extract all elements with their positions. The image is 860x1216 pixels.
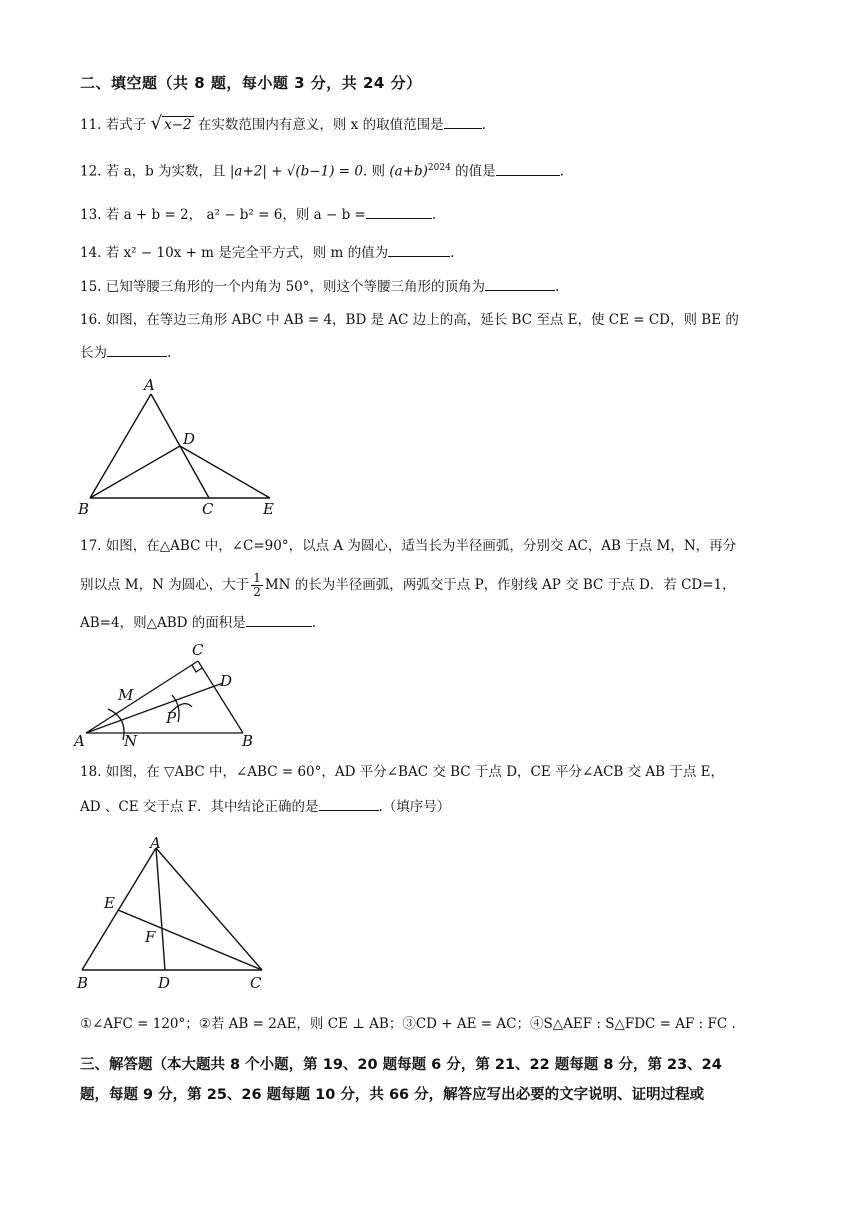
q18-label-a: A [150, 834, 161, 852]
q17-label-d: D [220, 672, 233, 690]
q15-text: 已知等腰三角形的一个内角为 50°，则这个等腰三角形的顶角为 [105, 279, 485, 295]
q15-answer-blank[interactable] [485, 276, 555, 291]
question-17-line3: AB=4，则△ABD 的面积是 . [80, 612, 785, 633]
q17-fraction: $\frac{1}{2}$ [253, 571, 261, 599]
q12-expression: |a+2| + √(b−1) = 0 [229, 163, 363, 180]
q17-edge-ac [86, 661, 198, 733]
q12-power-base: (a+b) [389, 163, 428, 180]
section-3-title-line1: 三、解答题（本大题共 8 个小题，第 19、20 题每题 6 分，第 21、22 题每题 8 分，第 23、24 [80, 1057, 722, 1073]
q11-post: 在实数范围内有意义，则 x 的取值范围是 [197, 117, 444, 133]
section-3-title-line2: 题，每题 9 分，第 25、26 题每题 10 分，共 66 分，解答应写出必要的文字说明、证明过程或 [80, 1087, 705, 1103]
q17-label-c: C [192, 641, 204, 659]
q18-edge-ac [156, 848, 262, 970]
q16-edge-de [180, 446, 270, 498]
q18-edge-ab [82, 848, 156, 970]
q16-line1: 如图，在等边三角形 ABC 中 AB = 4，BD 是 AC 边上的高，延长 BC 至点 E，使 CE = CD，则 BE 的 [105, 312, 739, 328]
q17-label-a: A [74, 732, 85, 750]
q18-label-c: C [250, 974, 262, 992]
q18-bisector-ad [156, 848, 165, 970]
q17-line1: 如图，在△ABC 中，∠C=90°，以点 A 为圆心，适当长为半径画弧，分别交 AC，AB 于点 M，N，再分 [105, 538, 737, 554]
q16-label-a: A [144, 376, 155, 394]
q18-label-d: D [158, 974, 171, 992]
question-18-options: ①∠AFC = 120°；②若 AB = 2AE，则 CE ⊥ AB；③CD + AE = AC；④S△AEF : S△FDC = AF : FC . [80, 1016, 736, 1032]
q16-number: 16. [80, 312, 102, 328]
q15-number: 15. [80, 279, 102, 295]
q13-number: 13. [80, 207, 102, 223]
question-11: 11. 若式子 √ x−2 在实数范围内有意义，则 x 的取值范围是 . [80, 113, 486, 134]
q12-pre: 若 a，b 为实数，且 [105, 163, 226, 180]
q17-ray-ad [86, 683, 223, 733]
q17-label-m: M [118, 686, 134, 704]
q18-number: 18. [80, 764, 102, 780]
q14-answer-blank[interactable] [388, 242, 450, 257]
q16-figure [72, 372, 292, 522]
q14-text: 若 x² − 10x + m 是完全平方式，则 m 的值为 [105, 245, 389, 261]
question-13: 13. 若 a + b = 2， a² − b² = 6，则 a − b = . [80, 204, 785, 225]
q11-radicand: x−2 [164, 117, 192, 133]
q17-label-p: P [166, 709, 177, 727]
q11-number: 11. [80, 117, 102, 133]
q18-label-f: F [145, 928, 156, 946]
q12-post: 的值是 [455, 163, 496, 180]
question-16 [80, 310, 785, 330]
q13-text1: 若 a + b = 2， [105, 207, 203, 223]
question-18-line2: AD 、CE 交于点 F．其中结论正确的是 .（填序号） [80, 796, 785, 817]
q18-answer-blank[interactable] [319, 796, 379, 811]
q16-label-c: C [202, 500, 214, 518]
question-15: 15. 已知等腰三角形的一个内角为 50°，则这个等腰三角形的顶角为 . [80, 276, 785, 297]
q13-answer-blank[interactable] [366, 204, 432, 219]
question-16-line2: 长为 . [80, 342, 785, 363]
q16-label-b: B [78, 500, 90, 518]
question-17 [80, 536, 785, 556]
question-14: 14. 若 x² − 10x + m 是完全平方式，则 m 的值为 . [80, 242, 785, 263]
q12-number: 12. [80, 163, 102, 180]
q17-label-b: B [242, 732, 254, 750]
question-18 [80, 762, 785, 782]
q14-number: 14. [80, 245, 102, 261]
q11-answer-blank[interactable] [444, 114, 482, 129]
question-17-line2: 别以点 M，N 为圆心，大于 $\frac{1}{2}$ MN 的长为半径画弧，两弧交于点 P，作射线 AP 交 BC 于点 D．若 CD=1， [80, 571, 736, 599]
q18-label-e: E [104, 894, 115, 912]
q18-line1: 如图，在 ▽ABC 中，∠ABC = 60°，AD 平分∠BAC 交 BC 于点 D，CE 平分∠ACB 交 AB 于点 E， [105, 764, 725, 780]
q16-edge-bd [90, 446, 180, 498]
q12-power-exp: 2024 [427, 163, 451, 173]
q11-pre: 若式子 [105, 117, 147, 133]
q13-text2: a² − b² = 6，则 a − b = [206, 207, 366, 223]
question-12: 12. 若 a，b 为实数，且 |a+2| + √(b−1) = 0. 则 $(a+b)^{2024}$ 的值是 . [80, 158, 785, 182]
q16-label-d: D [183, 430, 196, 448]
q12-answer-blank[interactable] [496, 161, 560, 176]
q16-answer-blank[interactable] [107, 342, 167, 357]
q17-number: 17. [80, 538, 102, 554]
q18-label-b: B [77, 974, 89, 992]
q17-figure [72, 640, 272, 752]
q18-figure [72, 834, 282, 994]
q17-answer-blank[interactable] [246, 612, 312, 627]
q17-label-n: N [124, 732, 138, 750]
q16-edge-ab [90, 394, 151, 498]
q18-bisector-ce [118, 910, 262, 970]
section-2-title: 二、填空题（共 8 题，每小题 3 分，共 24 分） [80, 74, 422, 92]
q16-label-e: E [263, 500, 274, 518]
